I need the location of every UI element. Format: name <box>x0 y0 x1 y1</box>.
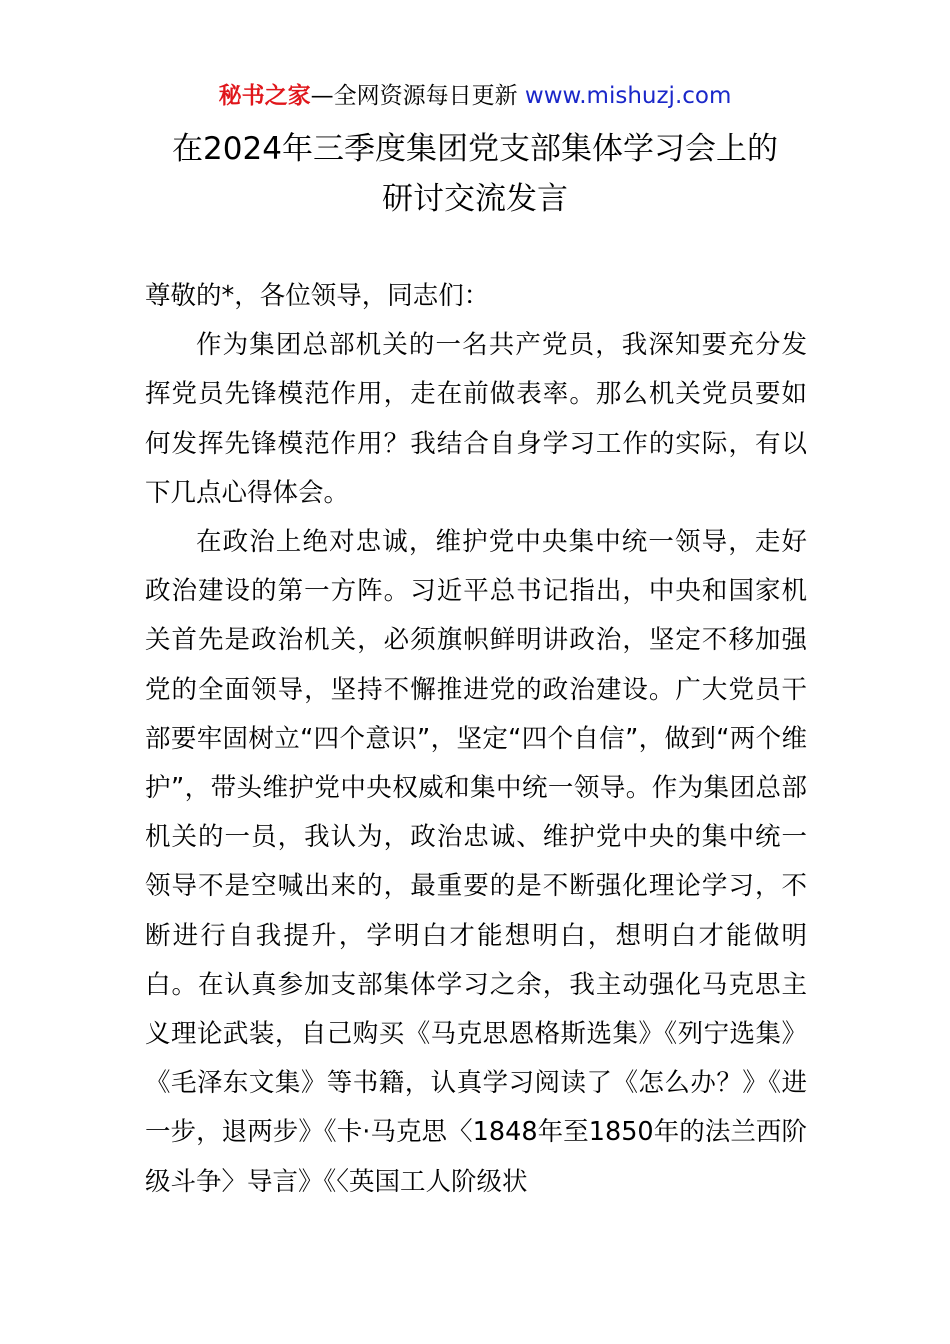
site-banner <box>0 80 950 112</box>
body-paragraph-2: 在政治上绝对忠诚，维护党中央集中统一领导，走好政治建设的第一方阵。习近平总书记指出，中央和国家机关首先是政治机关，必须旗帜鲜明讲政治，坚定不移加强党的全面领导，坚持不懈推进党的政治建设。广大党员干部要牢固树立“四个意识”，坚定“四个自信”，做到“两个维护”，带头维护党中央权威和集中统一领导。作为集团总部机关的一员，我认为，政治忠诚、维护党中央的集中统一领导不是空喊出来的，最重要的是不断强化理论学习，不断进行自我提升，学明白才能想明白，想明白才能做明白。在认真参加支部集体学习之余，我主动强化马克思主义理论武装，自己购买《马克思恩格斯选集》《列宁选集》《毛泽东文集》等书籍，认真学习阅读了《怎么办？》《进一步，退两步》《卡·马克思〈1848年至1850年的法兰西阶级斗争〉导言》《〈英国工人阶级状 <box>145 527 807 1197</box>
site-url-link[interactable]: www.mishuzj.com <box>524 83 732 109</box>
banner-tagline: —全网资源每日更新 <box>310 83 518 109</box>
document-body <box>145 272 807 1207</box>
title-line-2: 研讨交流发言 <box>382 181 568 217</box>
title-line-1: 在2024年三季度集团党支部集体学习会上的 <box>172 131 778 167</box>
document-title <box>0 124 950 224</box>
salutation: 尊敬的*，各位领导，同志们： <box>145 281 490 311</box>
body-paragraph-1: 作为集团总部机关的一名共产党员，我深知要充分发挥党员先锋模范作用，走在前做表率。那么机关党员要如何发挥先锋模范作用？我结合自身学习工作的实际，有以下几点心得体会。 <box>145 330 807 508</box>
brand-name: 秘书之家 <box>218 83 311 109</box>
